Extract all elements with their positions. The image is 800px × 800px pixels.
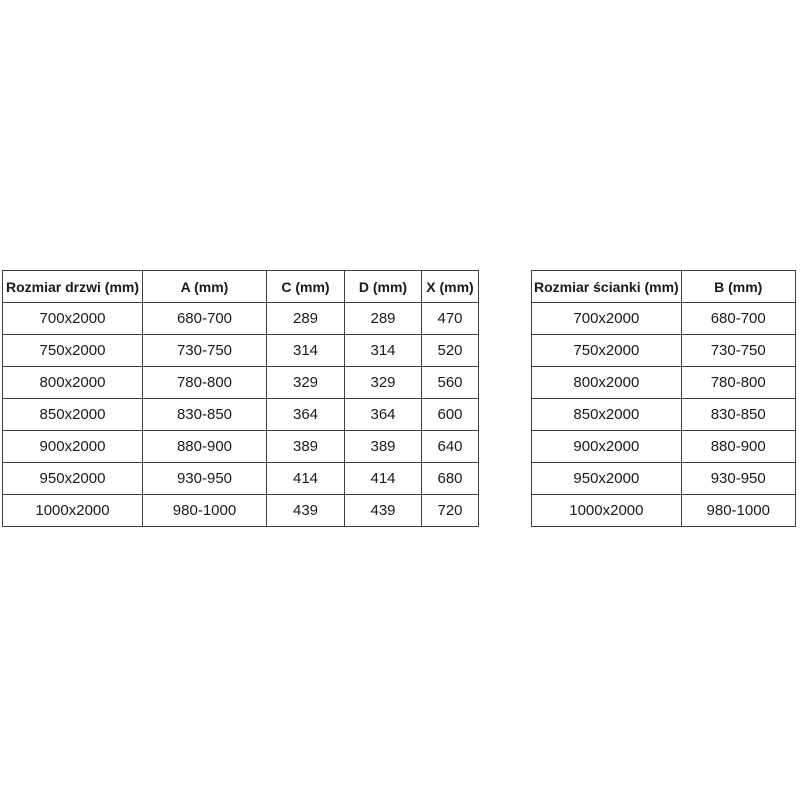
table-row [532, 495, 796, 527]
column-header: B (mm) [681, 271, 795, 303]
table-row [532, 399, 796, 431]
table-row [532, 335, 796, 367]
table-cell: 364 [345, 399, 422, 431]
table-row [3, 495, 479, 527]
door-size-table-body [3, 303, 479, 527]
table-cell: 950x2000 [3, 463, 143, 495]
table-cell: 850x2000 [532, 399, 682, 431]
table-cell: 1000x2000 [3, 495, 143, 527]
table-row [532, 303, 796, 335]
column-header: D (mm) [345, 271, 422, 303]
table-cell: 700x2000 [3, 303, 143, 335]
column-header: X (mm) [422, 271, 479, 303]
table-row [3, 399, 479, 431]
table-cell: 364 [267, 399, 345, 431]
column-header: A (mm) [143, 271, 267, 303]
table-cell: 600 [422, 399, 479, 431]
table-cell: 520 [422, 335, 479, 367]
table-cell: 389 [345, 431, 422, 463]
table-cell: 830-850 [681, 399, 795, 431]
table-row [3, 335, 479, 367]
column-header: Rozmiar ścianki (mm) [532, 271, 682, 303]
table-cell: 314 [267, 335, 345, 367]
wall-size-table-header [532, 271, 796, 303]
table-cell: 680-700 [681, 303, 795, 335]
table-cell: 750x2000 [3, 335, 143, 367]
table-cell: 414 [267, 463, 345, 495]
table-cell: 950x2000 [532, 463, 682, 495]
table-cell: 329 [267, 367, 345, 399]
door-size-table-header [3, 271, 479, 303]
header-row [532, 271, 796, 303]
table-cell: 800x2000 [532, 367, 682, 399]
table-cell: 680 [422, 463, 479, 495]
table-cell: 830-850 [143, 399, 267, 431]
table-cell: 730-750 [143, 335, 267, 367]
table-cell: 329 [345, 367, 422, 399]
table-cell: 780-800 [681, 367, 795, 399]
table-row [3, 431, 479, 463]
table-cell: 470 [422, 303, 479, 335]
table-cell: 389 [267, 431, 345, 463]
table-cell: 439 [267, 495, 345, 527]
table-cell: 314 [345, 335, 422, 367]
table-row [532, 463, 796, 495]
table-cell: 680-700 [143, 303, 267, 335]
table-cell: 439 [345, 495, 422, 527]
table-cell: 980-1000 [143, 495, 267, 527]
table-cell: 1000x2000 [532, 495, 682, 527]
table-row [3, 367, 479, 399]
table-cell: 980-1000 [681, 495, 795, 527]
table-cell: 720 [422, 495, 479, 527]
table-cell: 640 [422, 431, 479, 463]
table-cell: 880-900 [681, 431, 795, 463]
header-row [3, 271, 479, 303]
table-cell: 414 [345, 463, 422, 495]
table-cell: 930-950 [681, 463, 795, 495]
table-cell: 800x2000 [3, 367, 143, 399]
table-cell: 700x2000 [532, 303, 682, 335]
table-cell: 930-950 [143, 463, 267, 495]
table-cell: 289 [267, 303, 345, 335]
wall-size-table-body [532, 303, 796, 527]
column-header: Rozmiar drzwi (mm) [3, 271, 143, 303]
table-cell: 880-900 [143, 431, 267, 463]
table-cell: 750x2000 [532, 335, 682, 367]
table-cell: 560 [422, 367, 479, 399]
table-row [3, 303, 479, 335]
table-cell: 900x2000 [3, 431, 143, 463]
wall-size-table [531, 270, 796, 527]
column-header: C (mm) [267, 271, 345, 303]
table-cell: 289 [345, 303, 422, 335]
table-row [532, 367, 796, 399]
table-cell: 850x2000 [3, 399, 143, 431]
table-row [532, 431, 796, 463]
table-cell: 900x2000 [532, 431, 682, 463]
table-row [3, 463, 479, 495]
table-cell: 780-800 [143, 367, 267, 399]
door-size-table [2, 270, 479, 527]
table-cell: 730-750 [681, 335, 795, 367]
